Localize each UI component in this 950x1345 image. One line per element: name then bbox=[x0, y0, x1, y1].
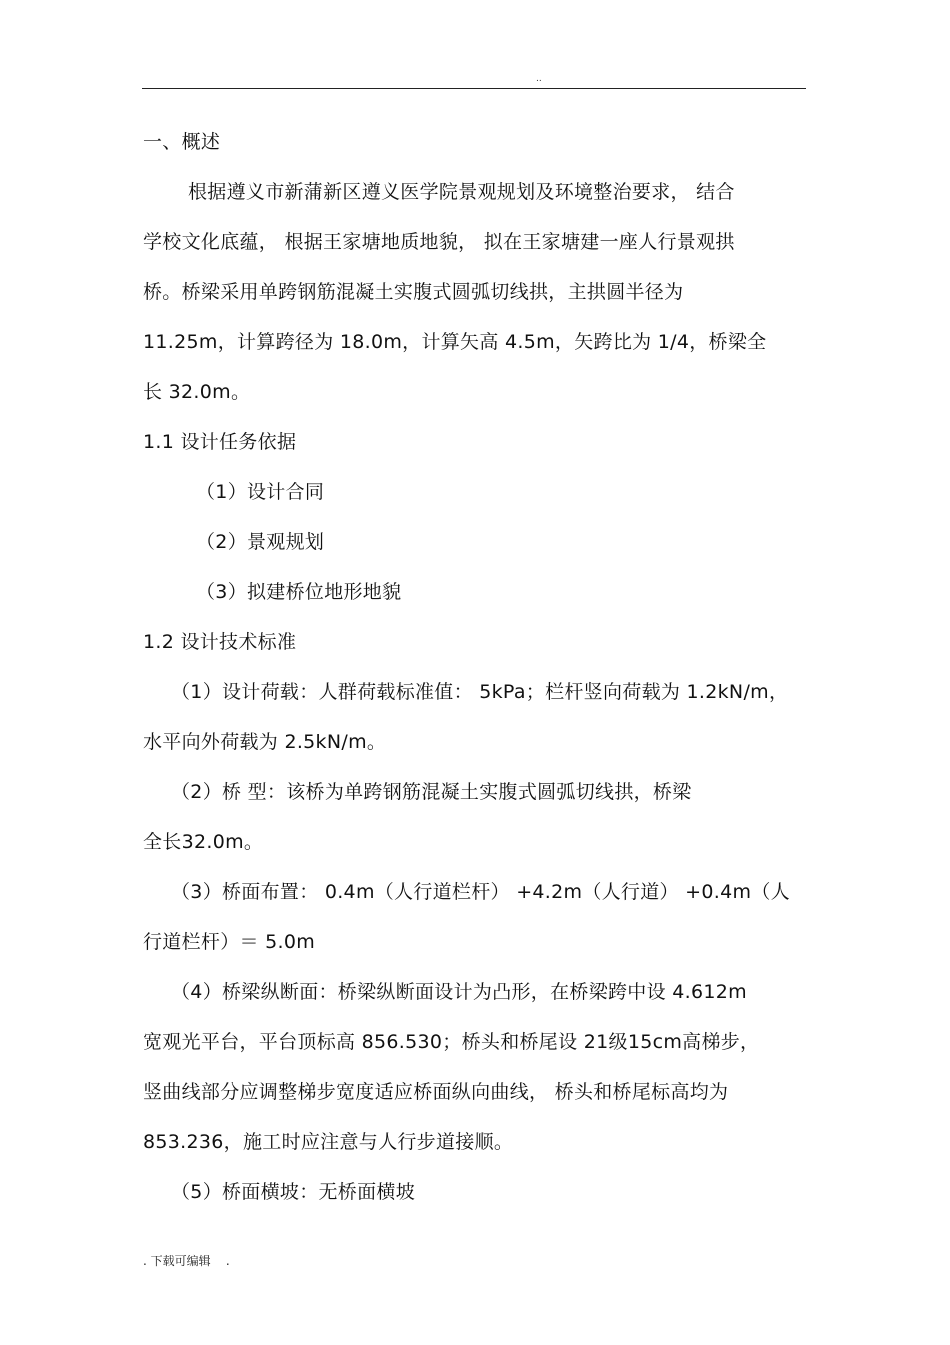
intro-line-5: 长 32.0m。 bbox=[143, 381, 251, 403]
intro-line-3: 桥。桥梁采用单跨钢筋混凝土实腹式圆弧切线拱，主拱圆半径为 bbox=[143, 281, 684, 303]
subsection-1-1-heading: 1.1 设计任务依据 bbox=[143, 431, 297, 453]
standard-line-1: （1）设计荷载：人群荷载标准值： 5kPa；栏杆竖向荷载为 1.2kN/m， bbox=[171, 681, 789, 703]
header-mark: .. bbox=[536, 74, 542, 84]
standard-line-2: 水平向外荷载为 2.5kN/m。 bbox=[143, 731, 387, 753]
section-heading: 一、概述 bbox=[143, 131, 221, 153]
standard-line-8: 宽观光平台，平台顶标高 856.530；桥头和桥尾设 21级15cm高梯步， bbox=[143, 1031, 760, 1053]
subsection-1-2-heading: 1.2 设计技术标准 bbox=[143, 631, 297, 653]
standard-line-9: 竖曲线部分应调整梯步宽度适应桥面纵向曲线， 桥头和桥尾标高均为 bbox=[143, 1081, 729, 1103]
standard-line-11: （5）桥面横坡：无桥面横坡 bbox=[171, 1181, 415, 1203]
basis-item-2: （2）景观规划 bbox=[196, 531, 325, 553]
intro-line-1: 根据遵义市新蒲新区遵义医学院景观规划及环境整治要求， 结合 bbox=[188, 181, 735, 203]
basis-item-3: （3）拟建桥位地形地貌 bbox=[196, 581, 402, 603]
standard-line-6: 行道栏杆）＝ 5.0m bbox=[143, 931, 316, 953]
basis-item-1: （1）设计合同 bbox=[196, 481, 325, 503]
standard-line-5: （3）桥面布置： 0.4m（人行道栏杆） +4.2m（人行道） +0.4m（人 bbox=[171, 881, 790, 903]
header-rule bbox=[142, 88, 806, 89]
standard-line-4: 全长32.0m。 bbox=[143, 831, 264, 853]
standard-line-3: （2）桥 型：该桥为单跨钢筋混凝土实腹式圆弧切线拱，桥梁 bbox=[171, 781, 692, 803]
footer-text: . 下载可编辑 . bbox=[143, 1254, 230, 1268]
intro-line-4: 11.25m，计算跨径为 18.0m，计算矢高 4.5m，矢跨比为 1/4，桥梁全 bbox=[143, 331, 767, 353]
standard-line-7: （4）桥梁纵断面：桥梁纵断面设计为凸形，在桥梁跨中设 4.612m bbox=[171, 981, 747, 1003]
intro-line-2: 学校文化底蕴， 根据王家塘地质地貌， 拟在王家塘建一座人行景观拱 bbox=[143, 231, 735, 253]
standard-line-10: 853.236，施工时应注意与人行步道接顺。 bbox=[143, 1131, 514, 1153]
